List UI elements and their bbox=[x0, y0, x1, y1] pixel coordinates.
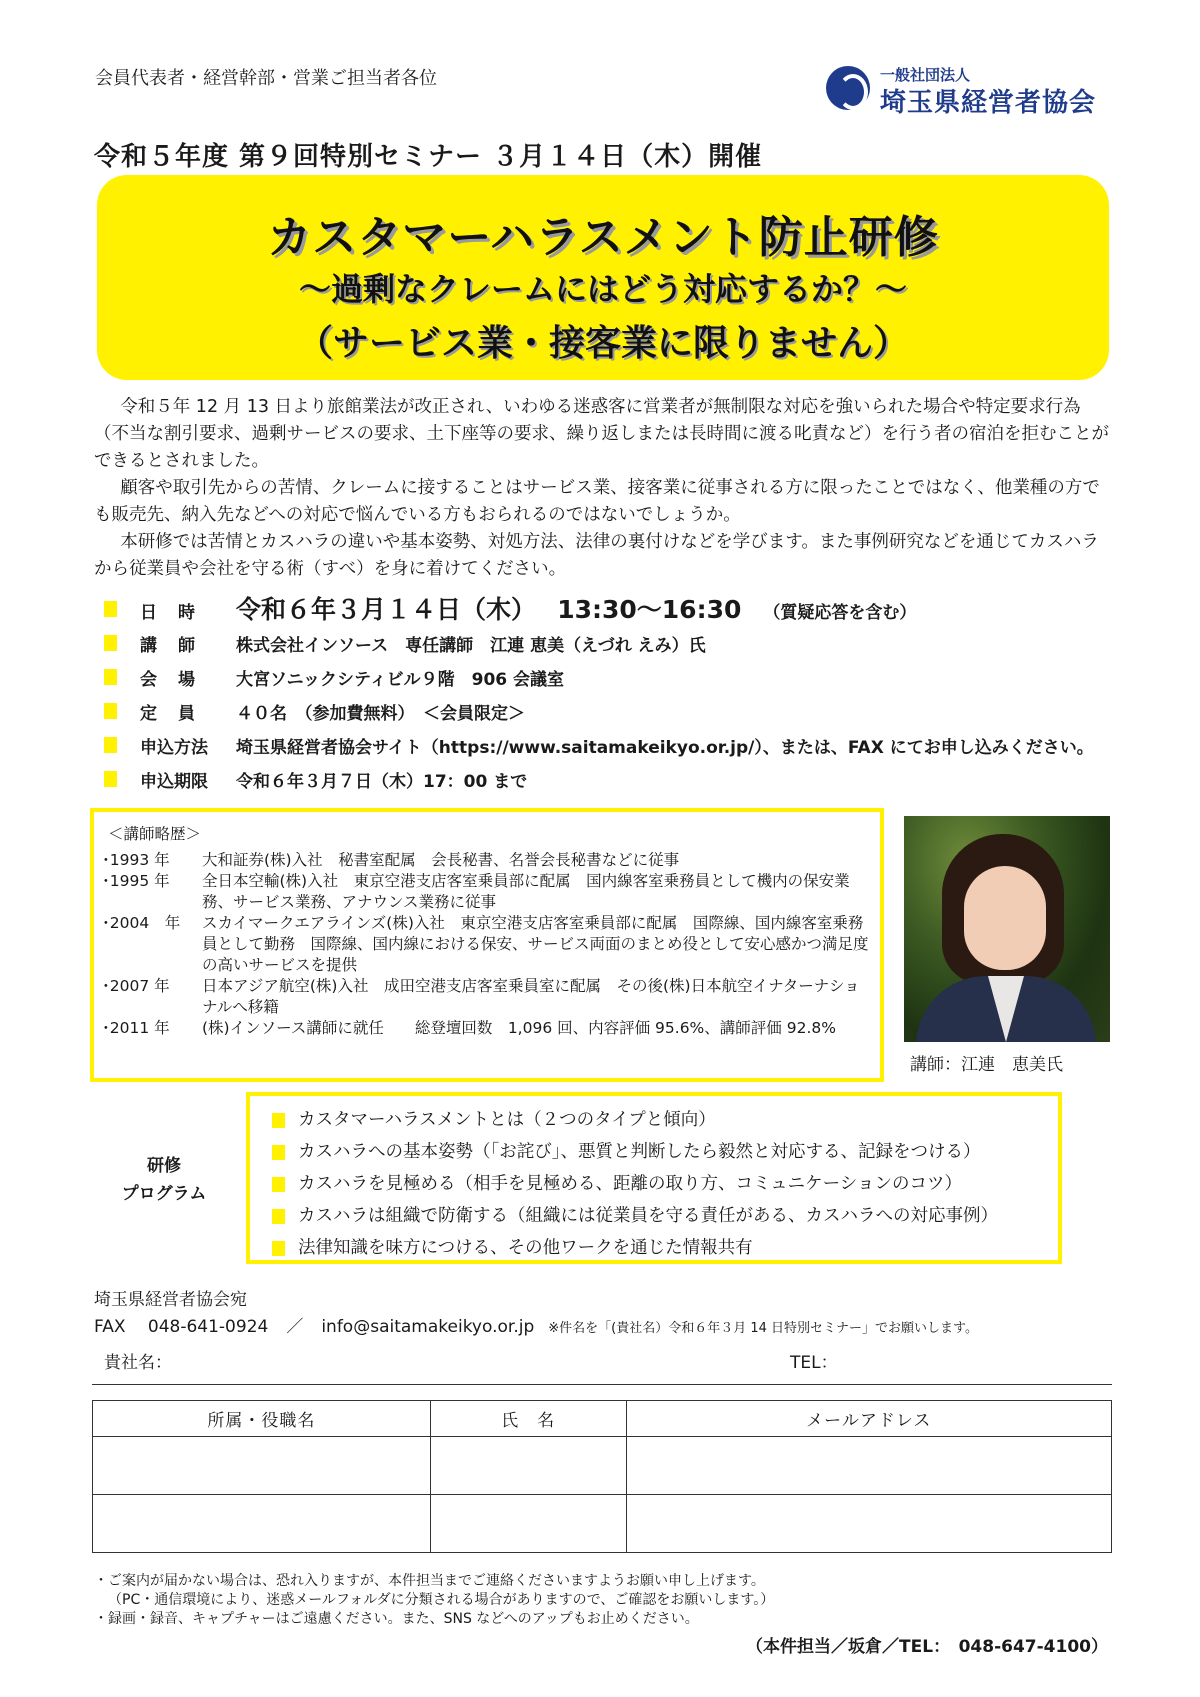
email-address[interactable]: info@saitamakeikyo.or.jp bbox=[321, 1317, 535, 1337]
detail-value: 大宮ソニックシティビル９階 906 会議室 bbox=[236, 670, 565, 690]
seminar-heading: 令和５年度 第９回特別セミナー ３月１４日（木）開催 bbox=[94, 142, 763, 172]
table-row bbox=[93, 1495, 1112, 1553]
bullet-marker bbox=[272, 1177, 285, 1192]
logo-mark-icon bbox=[826, 66, 870, 110]
program-list bbox=[272, 1106, 998, 1266]
bullet-marker bbox=[104, 635, 117, 651]
registration-table bbox=[92, 1400, 1112, 1553]
table-header-row bbox=[93, 1401, 1112, 1437]
bullet-marker bbox=[272, 1145, 285, 1160]
bio-year: ･2011 年 bbox=[102, 1019, 170, 1037]
bio-item bbox=[102, 1018, 872, 1039]
contact-info: （本件担当／坂倉／TEL： 048-647-4100） bbox=[746, 1637, 1108, 1657]
bio-text: スカイマークエアラインズ(株)入社 東京空港支店客室乗員部に配属 国際線、国内線客室乗務員として勤務 国際線、国内線における保安、サービス両面のまとめ役として安心感かつ満足度の高いサービスを提供 bbox=[202, 914, 869, 974]
program-label-line: 研修 bbox=[147, 1156, 181, 1176]
logo-subtitle: 一般社団法人 bbox=[880, 66, 971, 84]
date-time: 令和６年３月１４日（木） 13:30～16:30 bbox=[236, 595, 742, 624]
footnote: ・ご案内が届かない場合は、恐れ入りますが、本件担当までご連絡くださいますようお願い申し上げます。 bbox=[94, 1573, 765, 1589]
organization-logo bbox=[826, 60, 1126, 116]
main-title: カスタマーハラスメント防止研修 bbox=[267, 212, 939, 263]
bio-text: 大和証券(株)入社 秘書室配属 会長秘書、名誉会長秘書などに従事 bbox=[202, 851, 680, 869]
program-item-text: カスハラへの基本姿勢（「お詫び」、悪質と判断したら毅然と対応する、記録をつける） bbox=[298, 1142, 981, 1162]
bio-year: ･1995 年 bbox=[102, 872, 170, 890]
detail-date bbox=[104, 592, 1114, 626]
logo-name: 埼玉県経営者協会 bbox=[880, 88, 1097, 118]
table-row bbox=[93, 1437, 1112, 1495]
bio-year: ･2004 年 bbox=[102, 914, 181, 932]
detail-label: 申込方法 bbox=[140, 738, 208, 758]
program-item-text: カスハラは組織で防衛する（組織には従業員を守る責任がある、カスハラへの対応事例） bbox=[298, 1206, 998, 1226]
subtitle-scope: （サービス業・接客業に限りません） bbox=[296, 323, 909, 364]
bullet-marker bbox=[104, 703, 117, 719]
tel-field[interactable]: TEL： bbox=[790, 1353, 838, 1373]
detail-value: 埼玉県経営者協会サイト（https://www.saitamakeikyo.or.jp/）、または、FAX にてお申し込みください。 bbox=[236, 738, 1094, 758]
bio-item bbox=[102, 976, 872, 1018]
company-field[interactable]: 貴社名： bbox=[104, 1353, 172, 1373]
lecturer-photo bbox=[904, 816, 1110, 1042]
lecturer-bio-box bbox=[90, 808, 884, 1082]
fax-number: FAX 048-641-0924 bbox=[94, 1317, 269, 1337]
bullet-marker bbox=[272, 1209, 285, 1224]
name-cell[interactable] bbox=[430, 1495, 626, 1553]
column-header-name: 氏 名 bbox=[430, 1401, 626, 1437]
intro-paragraph: 本研修では苦情とカスハラの違いや基本姿勢、対処方法、法律の裏付けなどを学びます。また事例研究などを通じてカスハラから従業員や会社を守る術（すべ）を身に着けてください。 bbox=[94, 532, 1099, 579]
email-cell[interactable] bbox=[626, 1495, 1112, 1553]
detail-label: 日 時 bbox=[140, 603, 197, 623]
footnote: ・録画・録音、キャプチャーはご遠慮ください。また、SNS などへのアップもお止めください。 bbox=[94, 1611, 699, 1627]
program-label bbox=[94, 1152, 234, 1208]
subtitle: ～過剰なクレームにはどう対応するか？～ bbox=[298, 270, 907, 308]
bullet-marker bbox=[104, 737, 117, 753]
subject-note: ※件名を「(貴社名）令和６年３月 14 日特別セミナー」でお願いします。 bbox=[548, 1321, 978, 1336]
detail-label: 会 場 bbox=[140, 670, 197, 690]
bio-list bbox=[102, 850, 872, 1039]
program-item-text: カスタマーハラスメントとは（２つのタイプと傾向） bbox=[298, 1110, 716, 1130]
divider bbox=[92, 1384, 1112, 1385]
detail-lecturer bbox=[104, 626, 1114, 660]
detail-apply bbox=[104, 728, 1114, 762]
date-note: （質疑応答を含む） bbox=[763, 603, 917, 623]
bio-item bbox=[102, 913, 872, 976]
affiliation-cell[interactable] bbox=[93, 1437, 431, 1495]
header-recipients: 会員代表者・経営幹部・営業ご担当者各位 bbox=[95, 68, 437, 89]
intro-paragraph: 令和５年 12 月 13 日より旅館業法が改正され、いわゆる迷惑客に営業者が無制限な対応を強いられた場合や特定要求行為（不当な割引要求、過剰サービスの要求、土下座等の要求、繰り返しまたは長時間に渡る叱責など）を行う者の宿泊を拒むことができるとされました。 bbox=[94, 397, 1109, 471]
detail-value: 令和６年３月７日（木）17：00 まで bbox=[236, 772, 528, 792]
program-item-text: 法律知識を味方につける、その他ワークを通じた情報共有 bbox=[298, 1238, 753, 1258]
bio-heading: ＜講師略歴＞ bbox=[108, 825, 202, 843]
detail-value: ４０名 （参加費無料） ＜会員限定＞ bbox=[236, 704, 525, 724]
bullet-marker bbox=[104, 601, 117, 617]
program-label-line: プログラム bbox=[121, 1184, 207, 1204]
detail-label: 申込期限 bbox=[140, 772, 208, 792]
program-box bbox=[246, 1092, 1062, 1264]
affiliation-cell[interactable] bbox=[93, 1495, 431, 1553]
bio-text: 日本アジア航空(株)入社 成田空港支店客室乗員室に配属 その後(株)日本航空イナターナショナルへ移籍 bbox=[202, 977, 860, 1016]
bullet-marker bbox=[272, 1241, 285, 1256]
title-banner bbox=[97, 175, 1109, 380]
detail-label: 講 師 bbox=[140, 636, 197, 656]
detail-deadline bbox=[104, 762, 1114, 796]
name-cell[interactable] bbox=[430, 1437, 626, 1495]
column-header-email: メールアドレス bbox=[626, 1401, 1112, 1437]
program-item bbox=[272, 1202, 998, 1234]
program-item bbox=[272, 1170, 998, 1202]
email-cell[interactable] bbox=[626, 1437, 1112, 1495]
detail-venue bbox=[104, 660, 1114, 694]
bio-year: ･2007 年 bbox=[102, 977, 170, 995]
bullet-marker bbox=[272, 1113, 285, 1128]
program-item bbox=[272, 1138, 998, 1170]
photo-face bbox=[964, 866, 1046, 970]
photo-caption: 講師：江連 恵美氏 bbox=[910, 1055, 1063, 1075]
bio-text: 全日本空輸(株)入社 東京空港支店客室乗員部に配属 国内線客室乗務員として機内の保安業務、サービス業務、アナウンス業務に従事 bbox=[202, 872, 850, 911]
intro-text bbox=[94, 394, 1114, 583]
program-item bbox=[272, 1234, 998, 1266]
bullet-marker bbox=[104, 771, 117, 787]
program-item-text: カスハラを見極める（相手を見極める、距離の取り方、コミュニケーションのコツ） bbox=[298, 1174, 962, 1194]
fax-email-line bbox=[94, 1312, 978, 1337]
footnotes bbox=[94, 1572, 774, 1629]
column-header-affiliation: 所属・役職名 bbox=[93, 1401, 431, 1437]
separator: ／ bbox=[286, 1317, 304, 1337]
detail-value bbox=[236, 590, 916, 626]
intro-paragraph: 顧客や取引先からの苦情、クレームに接することはサービス業、接客業に従事される方に限ったことではなく、他業種の方でも販売先、納入先などへの対応で悩んでいる方もおられるのではないでしょうか。 bbox=[94, 478, 1100, 525]
bio-year: ･1993 年 bbox=[102, 851, 170, 869]
detail-value: 株式会社インソース 専任講師 江連 恵美（えづれ えみ）氏 bbox=[236, 636, 706, 656]
bio-item bbox=[102, 850, 872, 871]
program-item bbox=[272, 1106, 998, 1138]
detail-capacity bbox=[104, 694, 1114, 728]
bullet-marker bbox=[104, 669, 117, 685]
bio-text: (株)インソース講師に就任 総登壇回数 1,096 回、内容評価 95.6%、講師評価 92.8% bbox=[202, 1019, 836, 1037]
event-details bbox=[104, 592, 1114, 796]
footnote: （PC・通信環境により、迷惑メールフォルダに分類される場合がありますので、ご確認をお願いします。） bbox=[108, 1592, 775, 1608]
detail-label: 定 員 bbox=[140, 704, 197, 724]
form-destination: 埼玉県経営者協会宛 bbox=[94, 1290, 247, 1310]
bio-item bbox=[102, 871, 872, 913]
